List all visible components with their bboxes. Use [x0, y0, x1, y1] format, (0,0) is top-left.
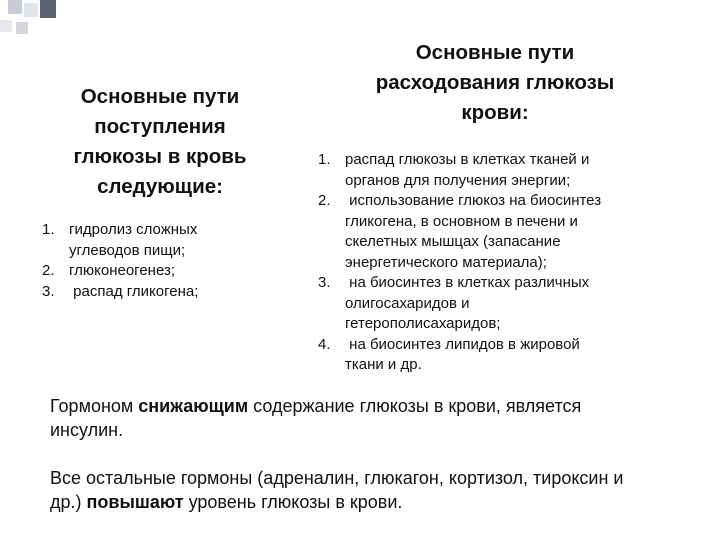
text-run: др.) — [50, 492, 87, 512]
item-text: ткани и др. — [345, 356, 422, 373]
decor-square — [16, 22, 28, 34]
item-text: органов для получения энергии; — [345, 171, 571, 189]
heading-line: крови: — [461, 101, 529, 124]
list-item — [318, 273, 658, 335]
item-text: на биосинтез липидов в жировой — [345, 335, 580, 353]
item-text: на биосинтез в клетках различных — [345, 274, 590, 291]
left-heading — [40, 82, 280, 202]
consumption-pathways-list — [318, 150, 658, 376]
heading-line: Основные пути — [415, 41, 575, 64]
heading-line: расходования глюкозы — [375, 71, 615, 94]
paragraph-line: инсулин. — [50, 420, 124, 440]
item-number: 4. — [318, 335, 331, 353]
heading-line: следующие: — [97, 175, 223, 198]
list-item — [42, 282, 282, 303]
item-text: глюконеогенез; — [69, 262, 176, 279]
item-text: гликогена, в основном в печени и — [345, 212, 578, 230]
item-text: распад глюкозы в клетках тканей и — [345, 151, 590, 168]
text-run: Гормоном — [50, 396, 139, 416]
text-run: уровень глюкозы в крови. — [183, 492, 403, 512]
bold-text: повышают — [86, 492, 184, 512]
list-item — [318, 191, 658, 273]
item-number: 1. — [42, 221, 55, 238]
item-number: 3. — [318, 274, 331, 291]
item-text: углеводов пищи; — [69, 241, 186, 259]
bold-text: снижающим — [138, 396, 249, 416]
decor-square — [0, 20, 12, 32]
list-item — [318, 150, 658, 191]
decor-square — [8, 0, 22, 14]
item-number: 1. — [318, 151, 331, 168]
item-text: олигосахаридов и — [345, 294, 470, 312]
item-text: скелетных мышцах (запасание — [345, 233, 561, 250]
insulin-paragraph — [50, 394, 690, 442]
item-text: использование глюкоз на биосинтез — [345, 192, 602, 209]
item-text: гидролиз сложных — [69, 221, 198, 238]
paragraph-line: Все остальные гормоны (адреналин, глюкагон, кортизол, тироксин и — [50, 468, 624, 488]
paragraph-line — [50, 394, 690, 418]
right-heading — [340, 38, 650, 128]
list-item — [42, 261, 282, 282]
text-run: содержание глюкозы в крови, является — [248, 396, 582, 416]
item-number: 3. — [42, 282, 55, 300]
item-text: энергетического материала); — [345, 253, 547, 271]
paragraph-line — [50, 490, 690, 514]
corner-decoration — [0, 0, 60, 40]
heading-line: поступления — [94, 115, 226, 138]
list-item — [42, 220, 282, 261]
decor-square — [40, 0, 56, 18]
list-item — [318, 335, 658, 376]
heading-line: Основные пути — [80, 85, 240, 108]
item-number: 2. — [42, 262, 55, 279]
item-text: гетерополисахаридов; — [345, 315, 501, 332]
other-hormones-paragraph — [50, 466, 690, 514]
decor-square — [24, 3, 38, 17]
item-text: распад гликогена; — [69, 282, 199, 300]
intake-pathways-list — [42, 220, 282, 302]
heading-line: глюкозы в кровь — [73, 145, 247, 168]
item-number: 2. — [318, 192, 331, 209]
